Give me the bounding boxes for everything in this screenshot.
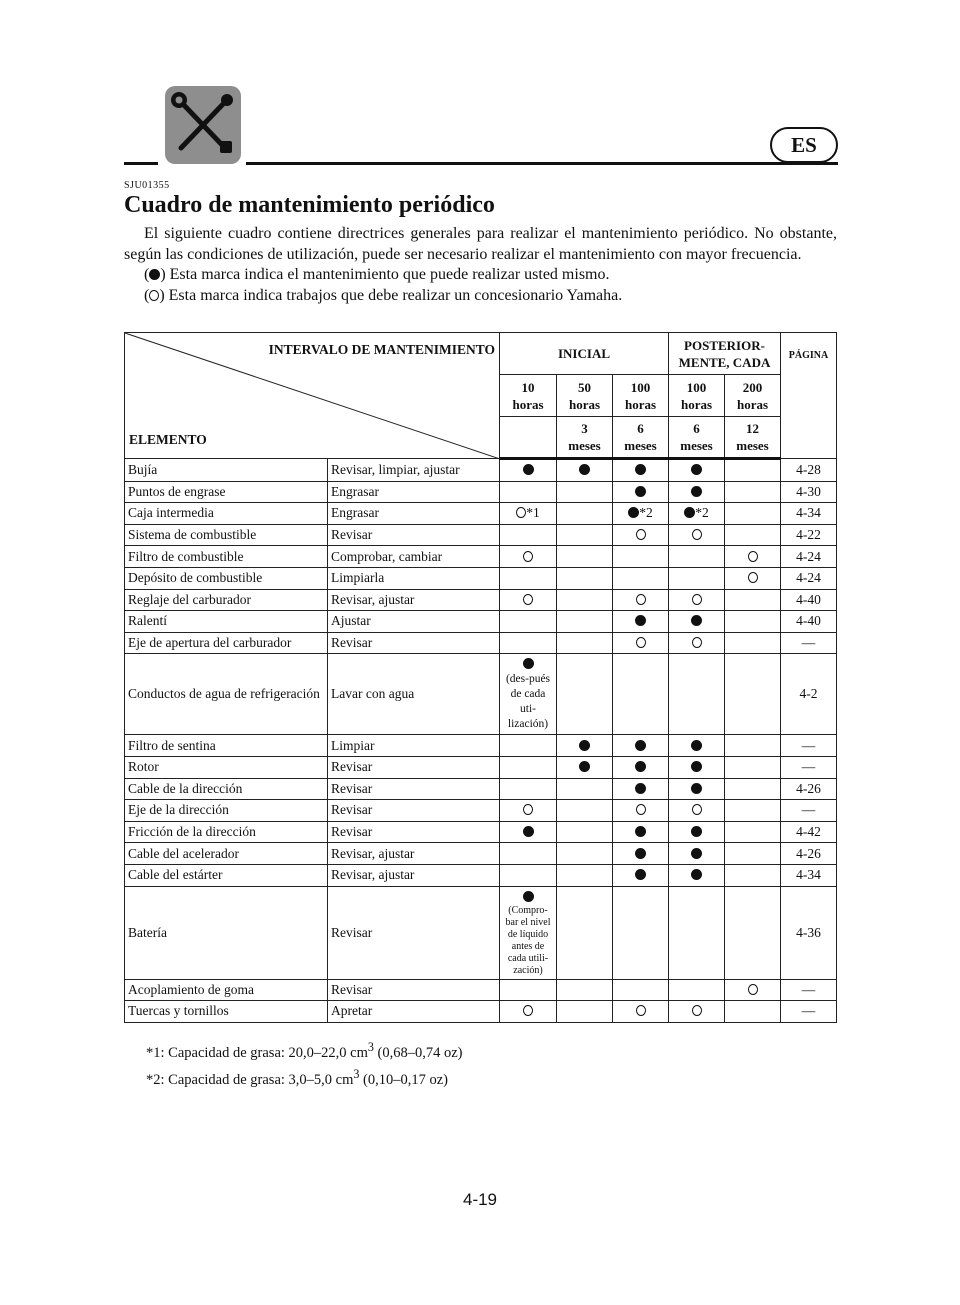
open-circle-icon	[636, 804, 646, 815]
interval-cell	[725, 632, 781, 654]
action-cell: Revisar, limpiar, ajustar	[328, 459, 500, 482]
header-rule-left	[124, 162, 158, 165]
table-row	[125, 778, 837, 800]
footnote-2-text: *2: Capacidad de grasa: 3,0–5,0 cm	[146, 1071, 354, 1088]
interval-cell	[500, 503, 557, 525]
interval-cell	[500, 589, 557, 611]
table-row	[125, 979, 837, 1001]
page-cell: 4-36	[781, 886, 837, 979]
interval-cell	[557, 546, 613, 568]
tools-icon	[165, 86, 241, 164]
action-cell: Comprobar, cambiar	[328, 546, 500, 568]
interval-cell	[557, 611, 613, 633]
interval-cell	[613, 843, 669, 865]
table-corner-header	[125, 333, 500, 459]
interval-cell	[725, 567, 781, 589]
footnote-1-text: *1: Capacidad de grasa: 20,0–22,0 cm	[146, 1044, 368, 1061]
item-cell: Puntos de engrase	[125, 481, 328, 503]
hours-header-0: 10 horas	[500, 375, 557, 417]
page-cell: 4-26	[781, 778, 837, 800]
interval-cell	[557, 567, 613, 589]
interval-cell	[613, 1001, 669, 1023]
table-row	[125, 567, 837, 589]
open-circle-icon	[692, 637, 702, 648]
interval-cell	[669, 546, 725, 568]
interval-cell	[500, 800, 557, 822]
filled-circle-icon	[635, 848, 646, 859]
interval-cell	[613, 481, 669, 503]
footnotes	[146, 1037, 463, 1091]
months-header-4: 12 meses	[725, 417, 781, 459]
filled-circle-icon	[579, 740, 590, 751]
interval-cell	[725, 546, 781, 568]
interval-cell	[500, 864, 557, 886]
months-header-1: 3 meses	[557, 417, 613, 459]
filled-circle-icon	[691, 848, 702, 859]
table-row	[125, 735, 837, 757]
item-cell: Bujía	[125, 459, 328, 482]
filled-circle-icon	[691, 869, 702, 880]
open-circle-icon	[523, 1005, 533, 1016]
page-cell: 4-28	[781, 459, 837, 482]
open-circle-icon	[636, 1005, 646, 1016]
page-cell: 4-30	[781, 481, 837, 503]
filled-circle-icon	[579, 761, 590, 772]
item-cell: Batería	[125, 886, 328, 979]
months-header-0	[500, 417, 557, 459]
interval-cell	[500, 843, 557, 865]
interval-cell	[613, 632, 669, 654]
interval-cell	[613, 756, 669, 778]
open-circle-icon	[748, 551, 758, 562]
interval-cell	[669, 778, 725, 800]
action-cell: Revisar	[328, 524, 500, 546]
interval-cell	[725, 864, 781, 886]
interval-cell	[669, 632, 725, 654]
interval-cell	[613, 821, 669, 843]
interval-cell	[613, 735, 669, 757]
page-cell: —	[781, 1001, 837, 1023]
item-cell: Filtro de sentina	[125, 735, 328, 757]
page-cell: 4-34	[781, 864, 837, 886]
interval-cell	[613, 524, 669, 546]
interval-cell	[500, 524, 557, 546]
footnote-1-tail: (0,68–0,74 oz)	[373, 1044, 463, 1061]
hours-header-4: 200 horas	[725, 375, 781, 417]
interval-cell	[500, 886, 557, 979]
filled-circle-icon	[691, 486, 702, 497]
interval-cell	[613, 567, 669, 589]
interval-cell	[557, 632, 613, 654]
interval-cell	[500, 654, 557, 735]
item-cell: Eje de la dirección	[125, 800, 328, 822]
open-circle-icon	[516, 507, 526, 518]
interval-cell	[725, 735, 781, 757]
document-code: SJU01355	[124, 180, 170, 191]
footnote-2-tail: (0,10–0,17 oz)	[359, 1071, 449, 1088]
filled-circle-icon	[579, 464, 590, 475]
table-row	[125, 756, 837, 778]
filled-circle-icon	[635, 783, 646, 794]
interval-cell	[557, 821, 613, 843]
action-cell: Revisar, ajustar	[328, 843, 500, 865]
interval-cell	[557, 979, 613, 1001]
interval-cell	[500, 1001, 557, 1023]
filled-circle-icon	[523, 658, 534, 669]
filled-circle-icon	[149, 269, 160, 280]
interval-cell	[557, 1001, 613, 1023]
interval-cell	[500, 546, 557, 568]
filled-circle-icon	[691, 740, 702, 751]
interval-cell	[725, 886, 781, 979]
item-cell: Filtro de combustible	[125, 546, 328, 568]
item-cell: Fricción de la dirección	[125, 821, 328, 843]
interval-cell	[613, 589, 669, 611]
interval-cell	[669, 589, 725, 611]
group-initial-header: INICIAL	[500, 333, 669, 375]
action-cell: Engrasar	[328, 481, 500, 503]
interval-cell	[725, 778, 781, 800]
intro-paragraph: El siguiente cuadro contiene directrices generales para realizar el mantenimiento periódico. No obstante, según las condiciones de utilización, puede ser necesario realizar el mantenimiento con mayor frecuencia.	[124, 225, 837, 263]
item-cell: Eje de apertura del carburador	[125, 632, 328, 654]
hours-header-3: 100 horas	[669, 375, 725, 417]
interval-cell	[669, 735, 725, 757]
interval-cell	[725, 459, 781, 482]
corner-top-label: INTERVALO DE MANTENIMIENTO	[268, 342, 495, 357]
table-row	[125, 546, 837, 568]
interval-cell	[613, 864, 669, 886]
item-cell: Rotor	[125, 756, 328, 778]
months-header-2: 6 meses	[613, 417, 669, 459]
action-cell: Ajustar	[328, 611, 500, 633]
interval-cell	[557, 459, 613, 482]
page-cell: 4-2	[781, 654, 837, 735]
filled-circle-icon	[635, 486, 646, 497]
table-row	[125, 611, 837, 633]
table-row	[125, 503, 837, 525]
table-row	[125, 632, 837, 654]
hours-header-1: 50 horas	[557, 375, 613, 417]
interval-cell	[500, 821, 557, 843]
table-row	[125, 654, 837, 735]
interval-cell	[725, 589, 781, 611]
page-cell: 4-40	[781, 611, 837, 633]
open-circle-icon	[636, 594, 646, 605]
filled-circle-icon	[628, 507, 639, 518]
interval-cell	[500, 756, 557, 778]
interval-cell	[613, 611, 669, 633]
action-cell: Revisar	[328, 778, 500, 800]
page-cell: 4-22	[781, 524, 837, 546]
page-cell: 4-24	[781, 546, 837, 568]
interval-cell	[613, 503, 669, 525]
interval-cell	[500, 567, 557, 589]
interval-cell	[725, 611, 781, 633]
filled-circle-icon	[691, 826, 702, 837]
table-row	[125, 800, 837, 822]
interval-cell	[613, 459, 669, 482]
legend-self: ( ) Esta marca indica el mantenimiento que puede realizar usted mismo.	[144, 266, 610, 283]
table-row	[125, 524, 837, 546]
interval-cell	[557, 524, 613, 546]
page-cell: 4-40	[781, 589, 837, 611]
item-cell: Acoplamiento de goma	[125, 979, 328, 1001]
table-row	[125, 821, 837, 843]
open-circle-icon	[523, 551, 533, 562]
item-cell: Sistema de combustible	[125, 524, 328, 546]
interval-cell	[613, 654, 669, 735]
interval-cell	[725, 979, 781, 1001]
table-row	[125, 589, 837, 611]
interval-cell	[500, 979, 557, 1001]
interval-cell	[557, 886, 613, 979]
filled-circle-icon	[635, 761, 646, 772]
intro-text	[124, 224, 837, 306]
item-cell: Reglaje del carburador	[125, 589, 328, 611]
table-row	[125, 481, 837, 503]
interval-cell	[669, 886, 725, 979]
page-cell: —	[781, 979, 837, 1001]
open-circle-icon	[692, 529, 702, 540]
interval-cell	[557, 800, 613, 822]
filled-circle-icon	[691, 783, 702, 794]
interval-cell	[669, 843, 725, 865]
filled-circle-icon	[635, 869, 646, 880]
battery-note: (Compro-bar el nivel de líquido antes de cada utili-zación)	[505, 904, 551, 976]
interval-cell	[725, 524, 781, 546]
page-cell: —	[781, 756, 837, 778]
interval-cell	[725, 1001, 781, 1023]
footnote-ref: *2	[639, 505, 653, 521]
interval-cell	[613, 778, 669, 800]
interval-cell	[725, 481, 781, 503]
group-after-label: POSTERIOR-MENTE, CADA	[678, 337, 771, 370]
action-cell: Limpiarla	[328, 567, 500, 589]
table-row	[125, 843, 837, 865]
open-circle-icon	[692, 804, 702, 815]
open-circle-icon	[636, 529, 646, 540]
action-cell: Revisar	[328, 756, 500, 778]
group-after-header	[669, 333, 781, 375]
interval-cell	[725, 756, 781, 778]
interval-cell	[500, 632, 557, 654]
cooling-note: (des-pués de cada uti-lización)	[505, 673, 551, 731]
interval-cell	[669, 864, 725, 886]
interval-cell	[725, 843, 781, 865]
interval-cell	[500, 459, 557, 482]
action-cell: Lavar con agua	[328, 654, 500, 735]
item-cell: Cable del acelerador	[125, 843, 328, 865]
page-title: Cuadro de mantenimiento periódico	[124, 192, 495, 218]
interval-cell	[557, 654, 613, 735]
interval-cell	[613, 886, 669, 979]
filled-circle-icon	[523, 891, 534, 902]
page-cell: —	[781, 632, 837, 654]
open-circle-icon	[692, 1005, 702, 1016]
interval-cell	[557, 778, 613, 800]
action-cell: Revisar	[328, 886, 500, 979]
legend-self-text: Esta marca indica el mantenimiento que puede realizar usted mismo.	[169, 266, 610, 283]
filled-circle-icon	[691, 615, 702, 626]
interval-cell	[557, 503, 613, 525]
interval-cell	[500, 611, 557, 633]
hours-header-2: 100 horas	[613, 375, 669, 417]
header-rule-right	[246, 162, 838, 165]
interval-cell	[557, 756, 613, 778]
page-cell: 4-42	[781, 821, 837, 843]
table-row	[125, 459, 837, 482]
page-cell: —	[781, 735, 837, 757]
table-row	[125, 886, 837, 979]
legend-dealer: ( ) Esta marca indica trabajos que debe realizar un concesionario Yamaha.	[144, 286, 623, 304]
interval-cell	[669, 800, 725, 822]
open-circle-icon	[149, 290, 159, 301]
interval-cell	[557, 589, 613, 611]
table-row	[125, 1001, 837, 1023]
item-cell: Ralentí	[125, 611, 328, 633]
interval-cell	[669, 481, 725, 503]
interval-cell	[669, 524, 725, 546]
action-cell: Revisar	[328, 821, 500, 843]
interval-cell	[725, 503, 781, 525]
item-cell: Tuercas y tornillos	[125, 1001, 328, 1023]
table-row	[125, 864, 837, 886]
item-cell: Depósito de combustible	[125, 567, 328, 589]
filled-circle-icon	[635, 740, 646, 751]
page-column-header: PÁGINA	[781, 333, 837, 459]
maintenance-table	[124, 332, 837, 1023]
interval-cell	[669, 1001, 725, 1023]
page-number: 4-19	[462, 1190, 498, 1209]
page-cell: 4-24	[781, 567, 837, 589]
action-cell: Limpiar	[328, 735, 500, 757]
action-cell: Revisar	[328, 632, 500, 654]
interval-cell	[669, 459, 725, 482]
filled-circle-icon	[635, 464, 646, 475]
corner-bottom-label: ELEMENTO	[129, 432, 207, 447]
item-cell: Conductos de agua de refrigeración	[125, 654, 328, 735]
footnote-1-sup: 3	[367, 1040, 374, 1054]
interval-cell	[613, 979, 669, 1001]
interval-cell	[669, 979, 725, 1001]
interval-cell	[669, 503, 725, 525]
months-header-3: 6 meses	[669, 417, 725, 459]
language-badge: ES	[770, 127, 838, 163]
filled-circle-icon	[691, 464, 702, 475]
open-circle-icon	[692, 594, 702, 605]
interval-cell	[613, 546, 669, 568]
interval-cell	[500, 735, 557, 757]
action-cell: Engrasar	[328, 503, 500, 525]
action-cell: Revisar	[328, 979, 500, 1001]
action-cell: Apretar	[328, 1001, 500, 1023]
interval-cell	[725, 800, 781, 822]
table-body	[125, 459, 837, 1023]
interval-cell	[669, 654, 725, 735]
interval-cell	[725, 821, 781, 843]
filled-circle-icon	[684, 507, 695, 518]
filled-circle-icon	[523, 464, 534, 475]
open-circle-icon	[523, 804, 533, 815]
interval-cell	[613, 800, 669, 822]
legend-dealer-text: Esta marca indica trabajos que debe realizar un concesionario Yamaha.	[168, 286, 623, 304]
page-cell: 4-34	[781, 503, 837, 525]
interval-cell	[557, 481, 613, 503]
interval-cell	[669, 756, 725, 778]
interval-cell	[557, 864, 613, 886]
action-cell: Revisar, ajustar	[328, 589, 500, 611]
footnote-ref: *1	[526, 505, 540, 521]
page-cell: —	[781, 800, 837, 822]
filled-circle-icon	[635, 615, 646, 626]
footnote-2	[146, 1064, 463, 1091]
footnote-ref: *2	[695, 505, 709, 521]
item-cell: Cable de la dirección	[125, 778, 328, 800]
interval-cell	[557, 843, 613, 865]
item-cell: Cable del estárter	[125, 864, 328, 886]
interval-cell	[557, 735, 613, 757]
filled-circle-icon	[523, 826, 534, 837]
open-circle-icon	[523, 594, 533, 605]
footnote-1	[146, 1037, 463, 1064]
interval-cell	[669, 567, 725, 589]
page-cell: 4-26	[781, 843, 837, 865]
interval-cell	[669, 611, 725, 633]
item-cell: Caja intermedia	[125, 503, 328, 525]
open-circle-icon	[748, 984, 758, 995]
interval-cell	[669, 821, 725, 843]
action-cell: Revisar	[328, 800, 500, 822]
interval-cell	[725, 654, 781, 735]
interval-cell	[500, 481, 557, 503]
filled-circle-icon	[691, 761, 702, 772]
footnote-2-sup: 3	[353, 1066, 360, 1081]
filled-circle-icon	[635, 826, 646, 837]
action-cell: Revisar, ajustar	[328, 864, 500, 886]
open-circle-icon	[748, 572, 758, 583]
open-circle-icon	[636, 637, 646, 648]
interval-cell	[500, 778, 557, 800]
